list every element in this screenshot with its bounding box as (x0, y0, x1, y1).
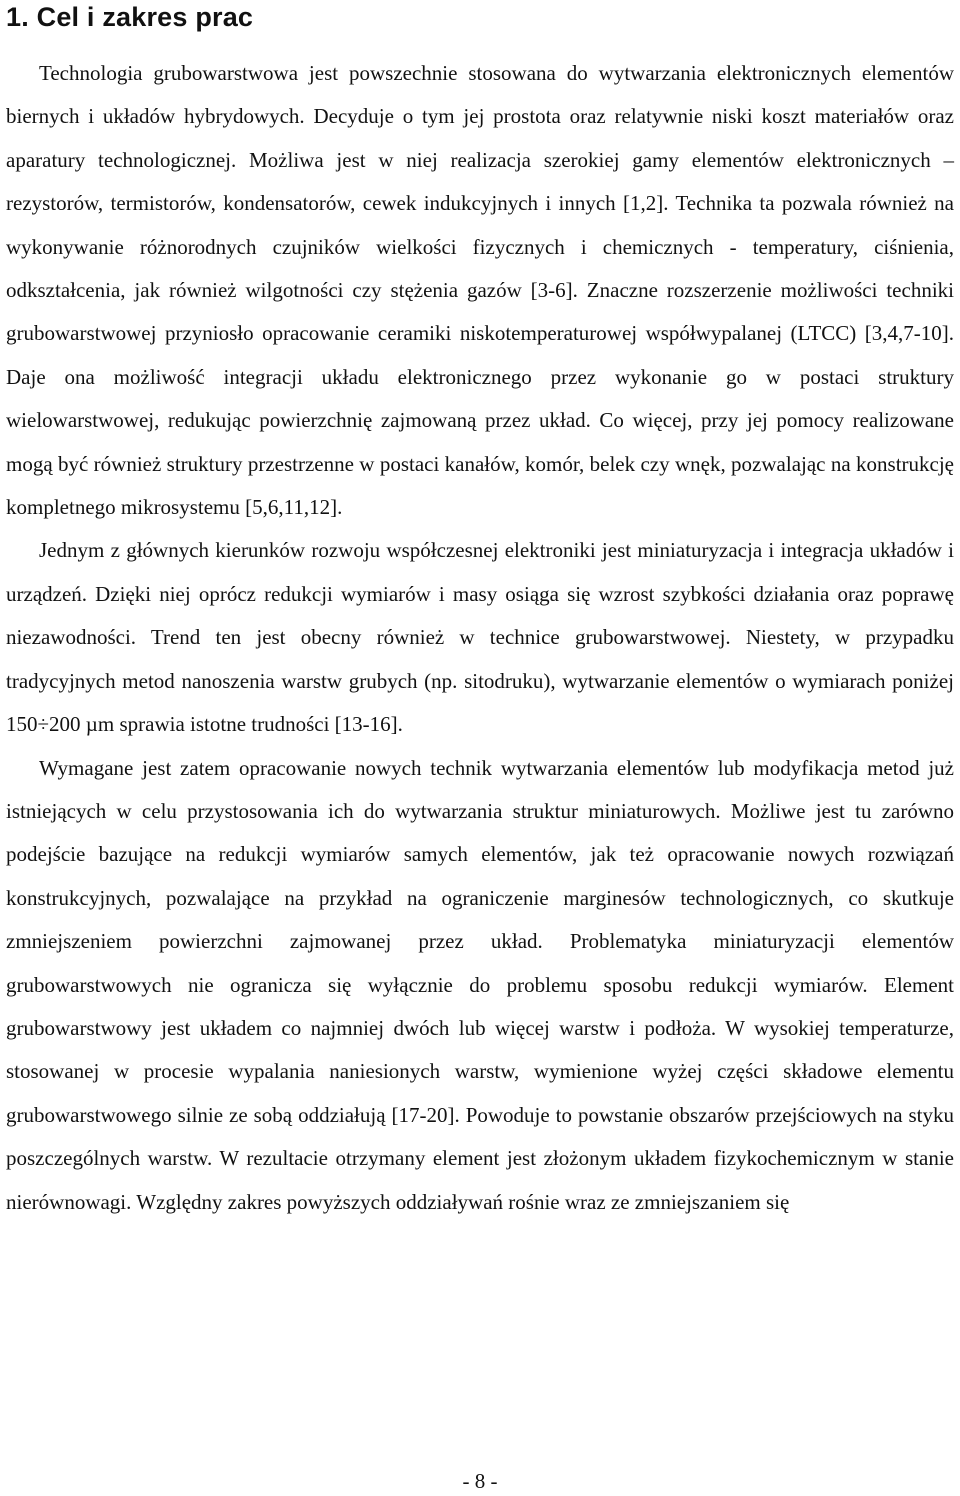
body-text (6, 52, 954, 1224)
paragraph-2: Jednym z głównych kierunków rozwoju współczesnej elektroniki jest miniaturyzacja i integracja układów i urządzeń. Dzięki niej oprócz redukcji wymiarów i masy osiąga się wzrost szybkości działania oraz poprawę niezawodności. Trend ten jest obecny również w technice grubowarstwowej. Niestety, w przypadku tradycyjnych metod nanoszenia warstw grubych (np. sitodruku), wytwarzanie elementów o wymiarach poniżej 150÷200 µm sprawia istotne trudności [13-16]. (6, 538, 954, 737)
paragraph-3: Wymagane jest zatem opracowanie nowych technik wytwarzania elementów lub modyfikacja metod już istniejących w celu przystosowania ich do wytwarzania struktur miniaturowych. Możliwe jest tu zarówno podejście bazujące na redukcji wymiarów samych elementów, jak też opracowanie nowych rozwiązań konstrukcyjnych, pozwalające na przykład na ograniczenie marginesów technologicznych, co skutkuje zmniejszeniem powierzchni zajmowanej przez układ. Problematyka miniaturyzacji elementów grubowarstwowych nie ogranicza się wyłącznie do problemu sposobu redukcji wymiarów. Element grubowarstwowy jest układem co najmniej dwóch lub więcej warstw i podłoża. W wysokiej temperaturze, stosowanej w procesie wypalania naniesionych warstw, wymienione wyżej części składowe elementu grubowarstwowego silnie ze sobą oddziałują [17-20]. Powoduje to powstanie obszarów przejściowych na styku poszczególnych warstw. W rezultacie otrzymany element jest złożonym układem fizykochemicznym w stanie nierównowagi. Względny zakres powyższych oddziaływań rośnie wraz ze zmniejszaniem się (6, 755, 954, 1214)
page-number: - 8 - (462, 1469, 498, 1493)
section-heading: 1. Cel i zakres prac (6, 2, 254, 32)
paragraph-1: Technologia grubowarstwowa jest powszechnie stosowana do wytwarzania elektronicznych elementów biernych i układów hybrydowych. Decyduje o tym jej prostota oraz relatywnie niski koszt materiałów oraz aparatury technologicznej. Możliwa jest w niej realizacja szerokiej gamy elementów elektronicznych – rezystorów, termistorów, kondensatorów, cewek indukcyjnych i innych [1,2]. Technika ta pozwala również na wykonywanie różnorodnych czujników wielkości fizycznych i chemicznych - temperatury, ciśnienia, odkształcenia, jak również wilgotności czy stężenia gazów [3-6]. Znaczne rozszerzenie możliwości techniki grubowarstwowej przyniosło opracowanie ceramiki niskotemperaturowej współwypalanej (LTCC) [3,4,7-10]. Daje ona możliwość integracji układu elektronicznego przez wykonanie go w postaci struktury wielowarstwowej, redukując powierzchnię zajmowaną przez układ. Co więcej, przy jej pomocy realizowane mogą być również struktury przestrzenne w postaci kanałów, komór, belek czy wnęk, pozwalając na konstrukcję kompletnego mikrosystemu [5,6,11,12]. (6, 61, 954, 520)
